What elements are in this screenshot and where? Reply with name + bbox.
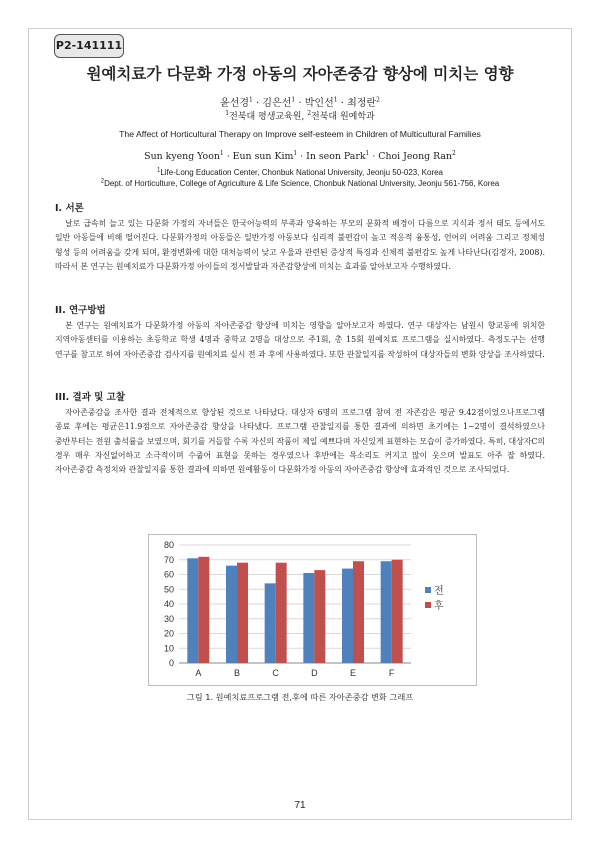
author-name: Sun kyeng Yoon	[144, 151, 220, 162]
affiliation-line	[40, 167, 560, 178]
x-tick-label: E	[349, 668, 357, 678]
y-tick-label: 70	[163, 554, 174, 565]
affiliation-marker: 1	[156, 167, 161, 174]
x-tick-label: F	[388, 668, 395, 678]
affiliation-marker: 1	[225, 110, 230, 117]
bar-f-series-2	[392, 560, 403, 663]
bar-chart-frame	[148, 534, 477, 686]
author-separator: ·	[369, 151, 379, 162]
author-affiliation-marker: 1	[249, 96, 253, 104]
section-heading-introduction: I. 서론	[55, 203, 84, 214]
author-separator: ·	[252, 98, 263, 109]
author-affiliation-marker: 1	[333, 96, 338, 104]
legend-swatch	[425, 587, 431, 593]
x-tick-label: D	[311, 668, 318, 678]
author-affiliation-marker: 1	[291, 96, 296, 104]
author-separator: ·	[337, 98, 348, 109]
author-affiliation-marker: 1	[293, 149, 298, 157]
bar-b-series-1	[226, 566, 237, 663]
y-tick-label: 80	[163, 540, 174, 550]
bar-c-series-1	[265, 583, 276, 663]
author-affiliation-marker: 2	[376, 96, 380, 104]
affiliation-text: 전북대 평생교육원,	[229, 112, 308, 122]
paper-title-korean: 원예치료가 다문화 가정 아동의 자아존중감 향상에 미치는 영향	[86, 65, 514, 83]
affiliation-marker: 2	[100, 178, 105, 185]
legend-label: 후	[434, 601, 444, 612]
author-separator: ·	[295, 98, 305, 109]
poster-code-badge: P2-141111	[54, 34, 124, 58]
author-affiliation-marker: 2	[452, 149, 456, 157]
y-tick-label: 10	[163, 643, 174, 654]
x-tick-label: C	[272, 668, 279, 678]
affiliation-text: Dept. of Horticulture, College of Agriculture & Life Science, Chonbuk National University, Jeonju 561-756, Korea	[104, 179, 500, 188]
y-tick-label: 30	[163, 613, 174, 624]
bar-d-series-2	[314, 570, 325, 663]
y-tick-label: 0	[168, 658, 174, 668]
section-body-introduction: 날로 급속히 늘고 있는 다문화 가정의 자녀들은 한국어능력의 부족과 양육하는 부모의 문화적 배경이 다름으로 지식과 정서 태도 등에서도 일반 아동들에 비해 떨어진다. 다문화가정의 아동들은 일반가정 아동보다 심리적 불편감이 높고 적응적 융통성, 언어의 어려움 그리고 정체성 형성 등의 어려움을 갖게 되며, 환경변화에 대한 대처능력이 낮고 우울과 관련된 증상적 특징과 신체적 불편감도 높게 나타난다(김경자, 2008). 따라서 본 연구는 원예치료가 다문화가정 아이들의 정서발달과 자존감향상에 미치는 효과를 알아보고자 수행하였다.	[55, 219, 545, 271]
bar-b-series-2	[237, 563, 248, 663]
affiliation-marker: 2	[307, 110, 312, 117]
paper-title-english: The Affect of Horticultural Therapy on Improve self-esteem in Children of Multicultural Families	[119, 129, 481, 139]
figure-caption: 그림 1. 원예치료프로그램 전,후에 따른 자아존중감 변화 그래프	[186, 692, 414, 702]
author-name: 박인선	[304, 98, 334, 109]
author-name: 최정란	[347, 98, 377, 109]
page-number: 71	[294, 800, 306, 811]
author-affiliation-marker: 1	[365, 149, 370, 157]
author-name: Choi Jeong Ran	[378, 151, 453, 162]
author-name: Eun sun Kim	[232, 151, 294, 162]
author-name: 김은선	[262, 98, 292, 109]
bar-a-series-2	[198, 557, 209, 663]
y-tick-label: 40	[163, 599, 174, 609]
y-tick-label: 50	[163, 584, 174, 595]
author-separator: ·	[223, 151, 233, 162]
bar-c-series-2	[276, 563, 287, 663]
affiliation-line	[40, 178, 560, 189]
legend-label: 전	[434, 586, 444, 597]
affiliation-text: Life-Long Education Center, Chonbuk National University, Jeonju 50-023, Korea	[160, 168, 444, 177]
self-esteem-bar-chart	[149, 535, 476, 685]
section-body-results: 자아존중감을 조사한 결과 전체적으로 향상된 것으로 나타났다. 대상자 6명의 프로그램 참여 전 자존감은 평균 9.42점이었으나프로그램 종료 후에는 평균은11.9점으로 자아존중감 향상을 나타냈다. 프로그램 관찰일지를 통한 결과에 의하면 초기에는 1~2명이 결석하였으나 중반부터는 전원 출석률을 보였으며, 회기를 거듭할 수록 자신의 작품이 제일 예쁘다며 자신있게 표현하는 모습이 증가하였다. 특히, 대상자C의 경우 매우 자신없어하고 소극적이며 수줍어 표현을 못하는 경우였으나 후반에는 목소리도 커지고 많이 웃으며 발표도 아주 잘 하였다. 자아존중감 측정치와 관찰일지를 통한 결과에 의하면 원예활동이 다문화가정 아동의 자아존중감 향상에 효과적인 것으로 조사되었다.	[55, 408, 545, 475]
section-body-methods: 본 연구는 원예치료가 다문화가정 아동의 자아존중감 향상에 미치는 영향을 알아보고자 하였다. 연구 대상자는 남원시 향교동에 위치한 지역아동센터를 이용하는 초등학교 학생 4명과 중학교 2명을 대상으로 주1회, 총 15회 원예치료 프로그램을 실시하였다. 측정도구는 선행 연구를 참고로 하여 자아존중감 검사지를 원예치료 실시 전 과 후에 사용하였다. 또한 관찰일지를 작성하여 대상자들의 변화 양상을 조사하였다.	[55, 321, 545, 359]
author-name: In seon Park	[306, 151, 366, 162]
x-tick-label: B	[233, 668, 241, 678]
bar-a-series-1	[187, 558, 198, 663]
authors-korean	[40, 94, 560, 109]
section-heading-results: III. 결과 및 고찰	[55, 392, 126, 403]
bar-f-series-1	[381, 561, 392, 663]
y-tick-label: 20	[163, 628, 174, 639]
author-separator: ·	[297, 151, 307, 162]
affiliations-korean	[40, 109, 560, 122]
affiliation-text: 전북대 원예학과	[311, 112, 375, 122]
bar-e-series-2	[353, 561, 364, 663]
bar-d-series-1	[303, 573, 314, 663]
author-name: 윤선경	[220, 98, 250, 109]
x-tick-label: A	[195, 668, 202, 678]
section-heading-methods: II. 연구방법	[55, 305, 106, 316]
legend-swatch	[425, 602, 431, 608]
affiliations-english	[40, 167, 560, 189]
y-tick-label: 60	[163, 569, 174, 580]
bar-e-series-1	[342, 569, 353, 663]
author-affiliation-marker: 1	[219, 149, 224, 157]
authors-english	[40, 151, 560, 162]
